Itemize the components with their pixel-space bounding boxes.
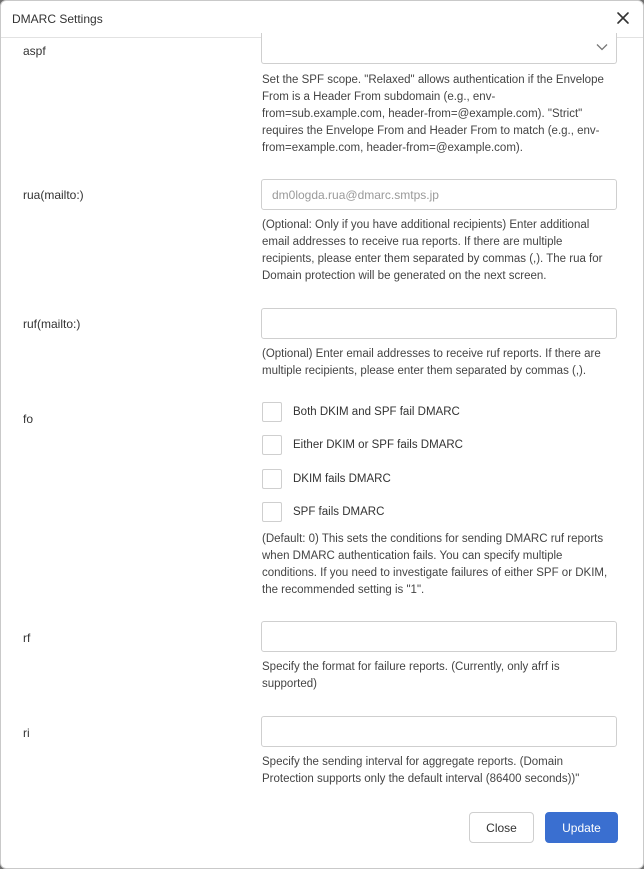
aspf-help: Set the SPF scope. "Relaxed" allows authentication if the Envelope From is a Header From subdomain (e.g., env-from=sub.example.com, header-from=@example.com). "Strict" requires the Envelope From and Header From to match (e.g., env-from=example.com, header-from=@example.com). (262, 74, 604, 154)
rf-input[interactable] (261, 621, 617, 652)
aspf-label: aspf (23, 44, 46, 58)
chevron-down-icon (596, 43, 608, 51)
ruf-label: ruf(mailto:) (23, 317, 81, 331)
rua-help: (Optional: Only if you have additional recipients) Enter additional email addresses to receive rua reports. If there are multiple recipients, please enter them separated by commas (,). The rua for Domain protection will be generated on the next screen. (262, 219, 603, 282)
ri-help: Specify the sending interval for aggregate reports. (Domain Protection supports only the default interval (86400 seconds))" (262, 756, 580, 785)
rua-label: rua(mailto:) (23, 188, 84, 202)
aspf-select[interactable] (261, 33, 617, 64)
fo-label: fo (23, 412, 34, 426)
ruf-help: (Optional) Enter email addresses to receive ruf reports. If there are multiple recipients, please enter them separated by commas (,). (262, 348, 601, 377)
fo-option-label: SPF fails DMARC (293, 506, 385, 518)
checkbox[interactable] (262, 435, 282, 455)
close-icon[interactable] (615, 10, 631, 26)
ri-input[interactable] (261, 716, 617, 747)
checkbox[interactable] (262, 402, 282, 422)
checkbox[interactable] (262, 502, 282, 522)
update-button[interactable]: Update (545, 812, 618, 843)
checkbox[interactable] (262, 469, 282, 489)
rf-label: rf (23, 631, 31, 645)
rf-help: Specify the format for failure reports. (Currently, only afrf is supported) (262, 661, 560, 690)
fo-help: (Default: 0) This sets the conditions for sending DMARC ruf reports when DMARC authentication fails. You can specify multiple conditions. If you need to investigate failures of either SPF or DKIM, the recommended setting is "1". (262, 533, 608, 596)
dialog-title: DMARC Settings (12, 12, 103, 26)
rua-input[interactable] (261, 179, 617, 210)
fo-option-label: Both DKIM and SPF fail DMARC (293, 406, 460, 418)
ri-label: ri (23, 726, 30, 740)
close-button[interactable]: Close (469, 812, 534, 843)
fo-option-label: DKIM fails DMARC (293, 473, 391, 485)
fo-option-label: Either DKIM or SPF fails DMARC (293, 439, 463, 451)
ruf-input[interactable] (261, 308, 617, 339)
